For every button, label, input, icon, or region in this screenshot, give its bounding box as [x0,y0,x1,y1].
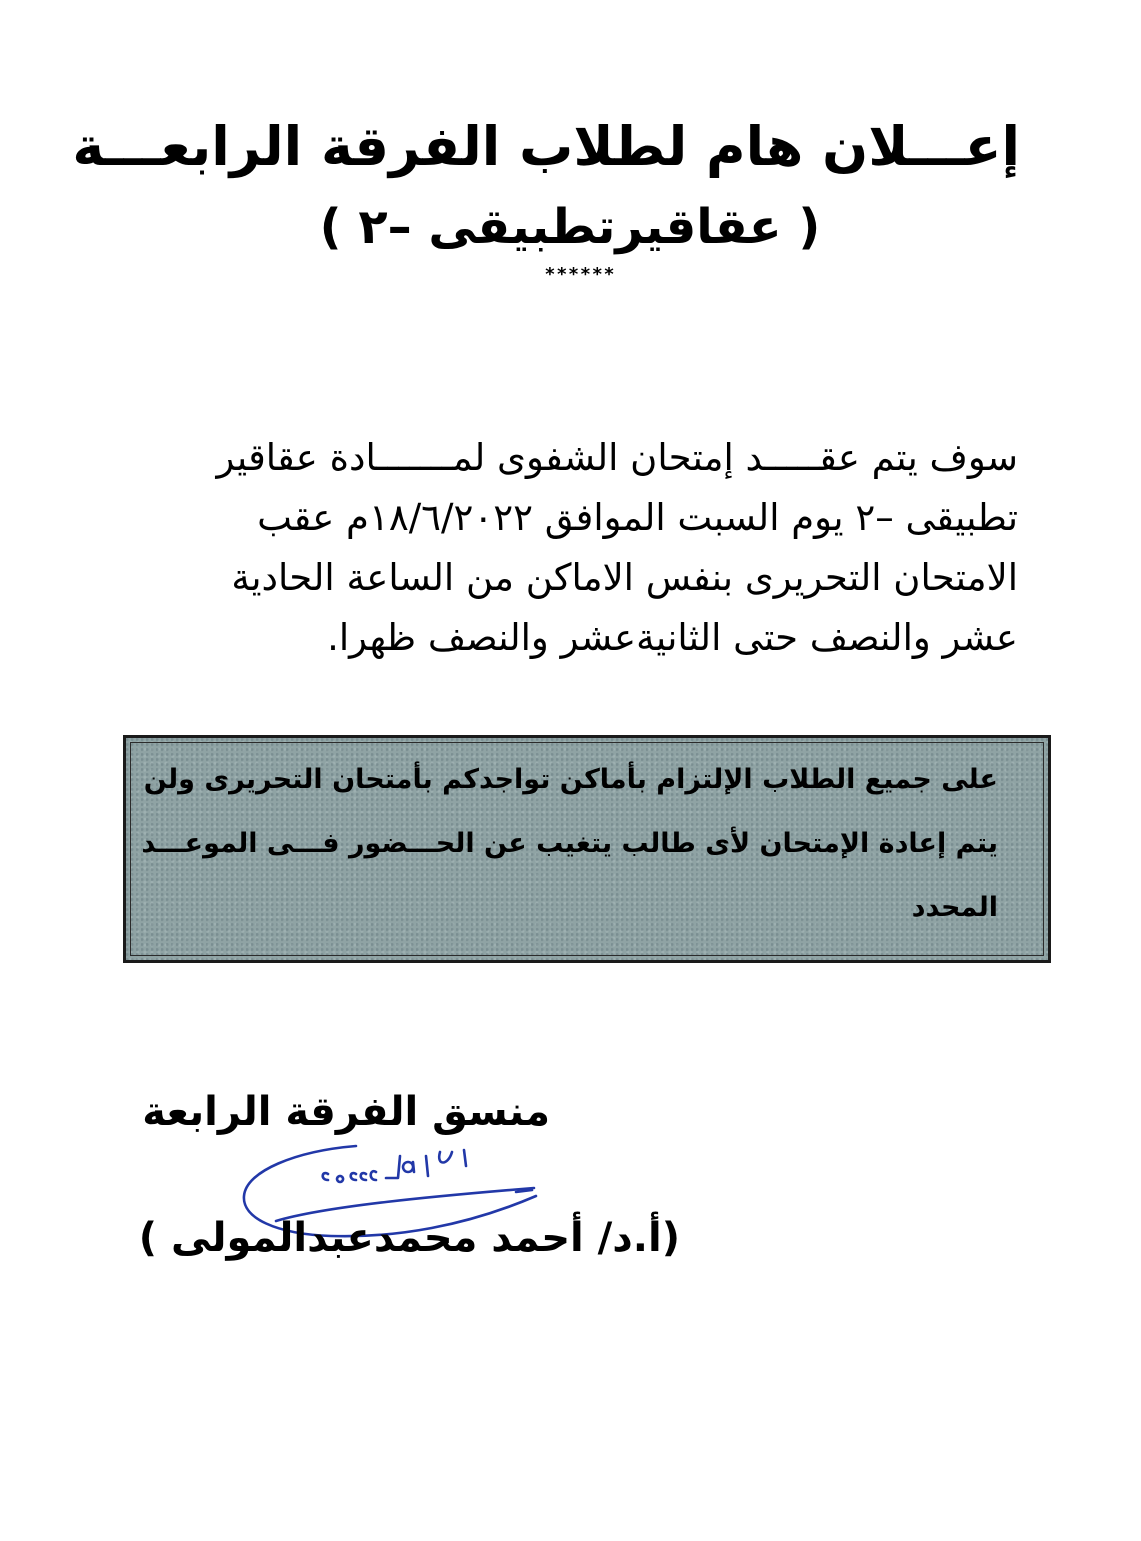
course-subtitle: ( عقاقيرتطبيقى –٢ ) [319,199,821,255]
announcement-line: تطبيقى –٢ يوم السبت الموافق ١٨/٦/٢٠٢٢م عقب [257,496,1018,539]
notice-line: على جميع الطلاب الإلتزام بأماكن تواجدكم بأمتحان التحريرى ولن [143,764,998,795]
announcement-line: سوف يتم عقـــــد إمتحان الشفوى لمـــــــادة عقاقير [216,436,1018,479]
notice-box [123,735,1051,963]
notice-line: المحدد [911,892,998,923]
notice-line: يتم إعادة الإمتحان لأى طالب يتغيب عن الحـــضور فـــى الموعـــد [141,828,998,859]
separator: ****** [544,264,616,285]
notice-text [141,748,998,940]
signatory-name: (أ.د/ أحمد محمدعبدالمولى ) [138,1215,680,1261]
signatory-role: منسق الفرقة الرابعة [142,1089,550,1135]
announcement-body [150,428,1018,668]
announcement-line: الامتحان التحريرى بنفس الاماكن من الساعة الحادية [231,556,1018,599]
announcement-line: عشر والنصف حتى الثانيةعشر والنصف ظهرا. [327,616,1018,659]
page-title: إعـــلان هام لطلاب الفرقة الرابعـــة [72,115,1020,178]
